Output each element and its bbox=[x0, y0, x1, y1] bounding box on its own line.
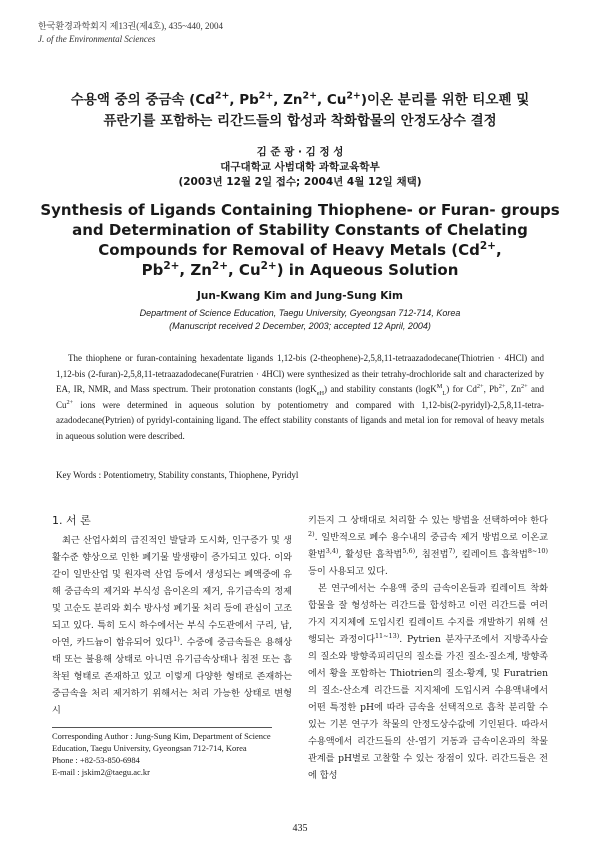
korean-title-line1: 수용액 중의 중금속 ($Cd^{2+}$, $Pb^{2+}$, $Zn^{2+}$, $Cu^{2+}$)이온 분리를 위한 티오펜 및 bbox=[70, 90, 530, 108]
journal-header bbox=[38, 20, 223, 46]
english-affiliation-block bbox=[30, 307, 570, 333]
section-heading: 1. 서 론 bbox=[52, 514, 91, 527]
footnote-rule bbox=[52, 727, 272, 728]
korean-byline bbox=[30, 145, 570, 190]
korean-title bbox=[30, 90, 570, 132]
manuscript-dates: (Manuscript received 2 December, 2003; accepted 12 April, 2004) bbox=[169, 321, 431, 331]
keywords: Key Words : Potentiometry, Stability constants, Thiophene, Pyridyl bbox=[56, 470, 299, 480]
body-paragraph: 본 연구에서는 수용액 중의 금속이온들과 킬레이트 착화합물을 잘 형성하는 리간드를 합성하고 이런 리간드를 여러 가지 지지체에 도입시킨 킬레이트 수지를 개발하기 위해 선행되는 과정이다$^{11\sim 13)}$. Pytrien 분자구조에서 지방족사슬의 질소와 방향족피리딘의 질소를 가진 질소-질소계, 방향족에서 황을 포함하는 Thiotrien의 질소-황계, 및 Furatrien의 질소-산소계 리간드를 지지체에 도입시켜 수용액내에서 어떤 특정한 pH에 따라 금속을 선택적으로 흡착 분리할 수 있는 기본 연구가 착물의 안정도상수값에 기인된다. 따라서 수용액에서 리간드들의 산-염기 거동과 금속이온과의 착물 관계를 pH별로 고찰할 수 있는 장점이 있다. 리간드들은 전에 합성 bbox=[308, 583, 549, 781]
body-column-left bbox=[52, 512, 292, 719]
body-paragraph: 키든지 그 상태대로 처리할 수 있는 방법을 선택하여야 한다$^{2)}$. 일반적으로 폐수 용수내의 중금속 제거 방법으로 이온교환법$^{3,4)}$, 활성탄 흡착법$^{5,6)}$, 침전법$^{7)}$, 킬레이트 흡착법$^{8\sim 10)}$ 등이 사용되고 있다. bbox=[308, 515, 549, 577]
corresponding-author-footnote: Corresponding Author : Jung-Sung Kim, Department of Science Education, Taegu University, Gyeongsan 712-714, Korea Phone : +82-53-850-6984 E-mail : jskim2@taegu.ac.kr bbox=[52, 730, 302, 778]
author-email: E-mail : jskim2@taegu.ac.kr bbox=[52, 767, 150, 777]
english-authors: Jun-Kwang Kim and Jung-Sung Kim bbox=[197, 290, 403, 302]
body-paragraph: 최근 산업사회의 급진적인 발달과 도시화, 인구증가 및 생활수준 향상으로 인한 폐기물 발생량이 증가되고 있다. 이와 같이 일반산업 및 원자력 산업 등에서 생성되는 폐액중에 유해 중금속의 제거와 부식성 음이온의 제거, 유기금속의 정제 및 고순도 분리와 회수 방사성 폐기물 처리 등에 관심이 고조되고 있다. 특히 도시 하수에서는 부식 수도관에서 구리, 납, 아연, 카드늄이 함유되어 있다$^{1)}$. 수중에 중금속들은 용해상태 또는 불용해 상태로 아니면 유기금속상태나 침전 또는 흡착된 형태로 존재하고 있고 이렇게 다양한 형태로 존재하는 중금속을 처리 제거하기 위해서는 처리 가능한 상태로 변형시 bbox=[52, 535, 293, 716]
page-number: 435 bbox=[292, 823, 308, 834]
korean-dates: (2003년 12월 2일 접수; 2004년 4월 12일 채택) bbox=[178, 176, 422, 188]
korean-affiliation: 대구대학교 사범대학 과학교육학부 bbox=[220, 161, 380, 173]
english-affiliation: Department of Science Education, Taegu University, Gyeongsan 712-714, Korea bbox=[139, 308, 461, 318]
english-title: Synthesis of Ligands Containing Thiophene- or Furan- groups and Determination of Stability Constants of Chelating Compounds for Removal of Heavy Metals ($Cd^{2+}$, $Pb^{2+}$, $Zn^{2+}$, $Cu^{2+}$) in Aqueous Solution bbox=[40, 201, 560, 279]
journal-citation: 한국환경과학회지 제13권(제4호), 435~440, 2004 bbox=[38, 21, 223, 31]
journal-name: J. of the Environmental Sciences bbox=[38, 34, 156, 44]
body-column-right bbox=[308, 512, 548, 784]
abstract: The thiophene or furan-containing hexadentate ligands 1,12-bis (2-theophene)-2,5,8,11-tetraazadodecane(Thiotrien · 4HCl) and 1,12-bis (2-furan)-2,5,8,11-tetraazadodecane(Furatrien · 4HCl) were synthesized as their tetrahy-drochloride salt and characterized by EA, IR, NMR, and Mass spectrum. Their protonation constants (logK$_{eH}$) and stability constants (logK$^M_L$) for $Cd^{2+}$, $Pb^{2+}$, $Zn^{2+}$ and $Cu^{2+}$ ions were determined in aqueous solution by potentiometry and compared with 1,12-bis(2-pyridyl)-2,5,8,11-tetra-azadodecane(Pytrien) of pyridyl-containing ligand. The effect stability constants of ligands and metal ion for removal of heavy metals in aqueous solution were described. bbox=[56, 353, 544, 441]
korean-title-line2: 퓨란기를 포함하는 리간드들의 합성과 착화합물의 안정도상수 결정 bbox=[103, 113, 497, 129]
korean-authors: 김 준 광 · 김 정 성 bbox=[256, 146, 344, 158]
